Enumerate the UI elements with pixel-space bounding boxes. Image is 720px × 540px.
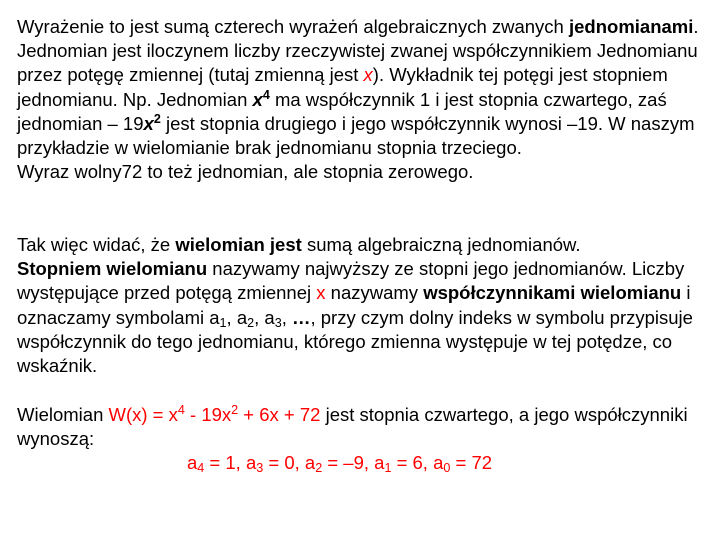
subscript: 3 <box>274 315 282 330</box>
formula-exponent: 2 <box>231 403 239 418</box>
text: nazywamy <box>325 282 424 304</box>
monomial-x2-base: x <box>143 112 154 134</box>
text: jest stopnia drugiego i jego współczynnik wynosi –19. W naszym przykładzie w wielomianie brak jednomianu stopnia trzeciego. <box>17 112 695 159</box>
subscript: 0 <box>443 461 451 476</box>
text: nazywamy najwyższy ze stopni jego jednomianów. Liczby występujące przed potęgą zmiennej <box>17 258 685 304</box>
term-stopniem-wielomianu: Stopniem wielomianu <box>17 258 208 280</box>
coefficient-value: = 1, a <box>204 452 257 474</box>
text: Tak więc widać, że <box>17 234 176 255</box>
coefficient-value: = 72 <box>450 452 493 474</box>
monomial-x4-base: x <box>252 88 263 110</box>
coefficient-symbol: a <box>187 452 198 474</box>
text: jest stopnia czwartego, a jego współczynniki wynoszą: <box>17 404 688 450</box>
coefficient-value: = 0, a <box>263 452 316 474</box>
variable-x: x <box>363 64 373 86</box>
text: ma współczynnik 1 i jest stopnia czwartego, zaś jednomian – 19 <box>17 88 667 134</box>
paragraph-polynomial-example <box>17 403 707 476</box>
formula-part: W(x) = x <box>108 404 178 425</box>
text: sumą algebraiczną jednomianów. <box>301 234 581 255</box>
text: . Jednomian jest iloczynem liczby rzeczywistej zwanej współczynnikiem Jednomianu przez potęgę zmiennej (tutaj zmienną jest <box>17 16 699 86</box>
paragraph-polynomial-definition <box>17 233 707 378</box>
coefficient-values <box>17 451 492 475</box>
polynomial-formula <box>109 404 321 425</box>
text: ). Wykładnik tej potęgi jest stopniem jednomianu. Np. Jednomian <box>17 64 668 110</box>
term-wielomian-jest: wielomian jest <box>175 234 302 255</box>
text: Wyraz wolny72 to też jednomian, ale stopnia zerowego. <box>17 161 474 183</box>
formula-part: + 6x + 72 <box>238 404 321 425</box>
variable-x: x <box>316 282 326 304</box>
subscript: 3 <box>256 461 264 476</box>
subscript: 1 <box>384 461 392 476</box>
term-wspolczynnikami-wielomianu: współczynnikami wielomianu <box>423 282 682 304</box>
text: , a <box>254 306 275 328</box>
text: Wielomian <box>17 404 109 425</box>
text: , a <box>226 306 248 328</box>
paragraph-monomial-definition <box>17 15 707 184</box>
monomial-x2-exponent: 2 <box>153 111 161 126</box>
formula-exponent: 4 <box>177 403 185 418</box>
text: , <box>281 306 292 328</box>
subscript: 2 <box>315 461 323 476</box>
text: i oznaczamy symbolami a <box>17 282 691 328</box>
text: , przy czym dolny indeks w symbolu przypisuje współczynnik do tego jednomianu, którego zmienna występuje w tej potędze, co wskaźnik. <box>17 306 693 377</box>
ellipsis: … <box>291 306 311 328</box>
text: Wyrażenie to jest sumą czterech wyrażeń algebraicznych zwanych <box>17 16 569 37</box>
formula-part: - 19x <box>184 404 232 425</box>
subscript: 4 <box>197 461 205 476</box>
subscript: 2 <box>247 315 255 330</box>
coefficient-value: = 6, a <box>391 452 444 474</box>
term-jednomianami: jednomianami <box>568 16 694 37</box>
monomial-x4-exponent: 4 <box>262 87 270 102</box>
subscript: 1 <box>219 315 227 330</box>
coefficient-value: = –9, a <box>322 452 385 474</box>
